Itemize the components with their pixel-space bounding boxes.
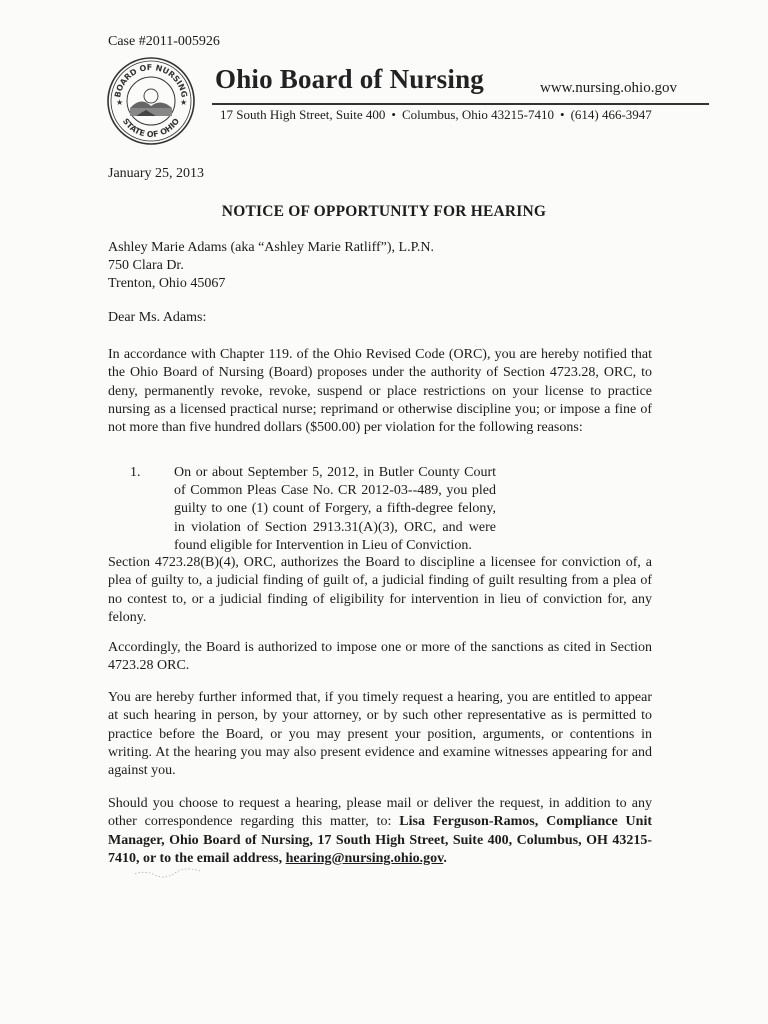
contact-details: Lisa Ferguson-Ramos, Compliance Unit Manager, Ohio Board of Nursing, 17 South High Street, Suite 400, Columbus, OH 43215-7410, or to the email address, — [108, 814, 652, 866]
board-name: Ohio Board of Nursing — [215, 64, 484, 94]
address-city: Columbus, Ohio 43215-7410 — [401, 107, 554, 122]
paragraph-request-instructions — [108, 795, 652, 868]
recipient-name: Ashley Marie Adams (aka “Ashley Marie Ratliff”), L.P.N. — [108, 240, 434, 255]
notice-title: NOTICE OF OPPORTUNITY FOR HEARING — [221, 203, 547, 220]
svg-text:★: ★ — [180, 98, 188, 107]
letter-date: January 25, 2013 — [108, 166, 205, 181]
stray-mark — [130, 862, 210, 882]
paragraph-hearing-rights: You are hereby further informed that, if you timely request a hearing, you are entitled to appear at such hearing in person, by your attorney, or by such other representative as is permitted to practice before the Board, or you may present your position, arguments, or contentions in writing. At the hearing you may also present evidence and examine witnesses appearing for and against you. — [108, 690, 652, 779]
board-address — [220, 107, 652, 123]
paragraph-statute: Section 4723.28(B)(4), ORC, authorizes the Board to discipline a licensee for conviction of, a plea of guilty to, a judicial finding of guilt of, a judicial finding of guilt resulting from a plea of no contest to, or a judicial finding of eligibility for intervention in lieu of conviction for, any felony. — [108, 555, 652, 625]
case-number: Case #2011-005926 — [108, 34, 220, 49]
svg-text:BOARD OF NURSING: BOARD OF NURSING — [113, 62, 189, 99]
recipient-address-block — [108, 239, 434, 293]
website-link[interactable]: www.nursing.ohio.gov — [540, 80, 677, 96]
request-intro: Should you choose to request a hearing, please mail or deliver the request, in addition to any other correspondence regarding this matter, to: — [108, 796, 652, 830]
svg-text:STATE OF OHIO: STATE OF OHIO — [120, 116, 182, 140]
paragraph-sanctions: Accordingly, the Board is authorized to impose one or more of the sanctions as cited in Section 4723.28 ORC. — [108, 640, 652, 674]
paragraph-authority: In accordance with Chapter 119. of the Ohio Revised Code (ORC), you are hereby notified that the Ohio Board of Nursing (Board) proposes under the authority of Section 4723.28, ORC, to deny, permanently revoke, revoke, suspend or place restrictions on your license to practice nursing as a licensed practical nurse; reprimand or otherwise discipline you; or impose a fine of not more than five hundred dollars ($500.00) per violation for the following reasons: — [108, 347, 652, 436]
bullet-separator: • — [391, 107, 396, 122]
address-street: 17 South High Street, Suite 400 — [220, 107, 386, 122]
svg-text:★: ★ — [116, 98, 124, 107]
recipient-city: Trenton, Ohio 45067 — [108, 276, 226, 291]
hearing-email-link[interactable]: hearing@nursing.ohio.gov — [285, 850, 444, 866]
request-end: . — [443, 850, 447, 866]
bullet-separator: • — [560, 107, 565, 122]
phone-number: (614) 466-3947 — [570, 107, 652, 122]
board-seal-logo — [106, 56, 196, 146]
header-divider — [212, 103, 709, 105]
salutation: Dear Ms. Adams: — [108, 310, 207, 325]
recipient-street: 750 Clara Dr. — [108, 258, 184, 273]
reason-text: On or about September 5, 2012, in Butler County Court of Common Pleas Case No. CR 2012-03--489, you pled guilty to one (1) count of Forgery, a fifth-degree felony, in violation of Section 2913.31(A)(3), ORC, and were found eligible for Intervention in Lieu of Conviction. — [174, 465, 496, 553]
reason-number: 1. — [130, 465, 141, 480]
